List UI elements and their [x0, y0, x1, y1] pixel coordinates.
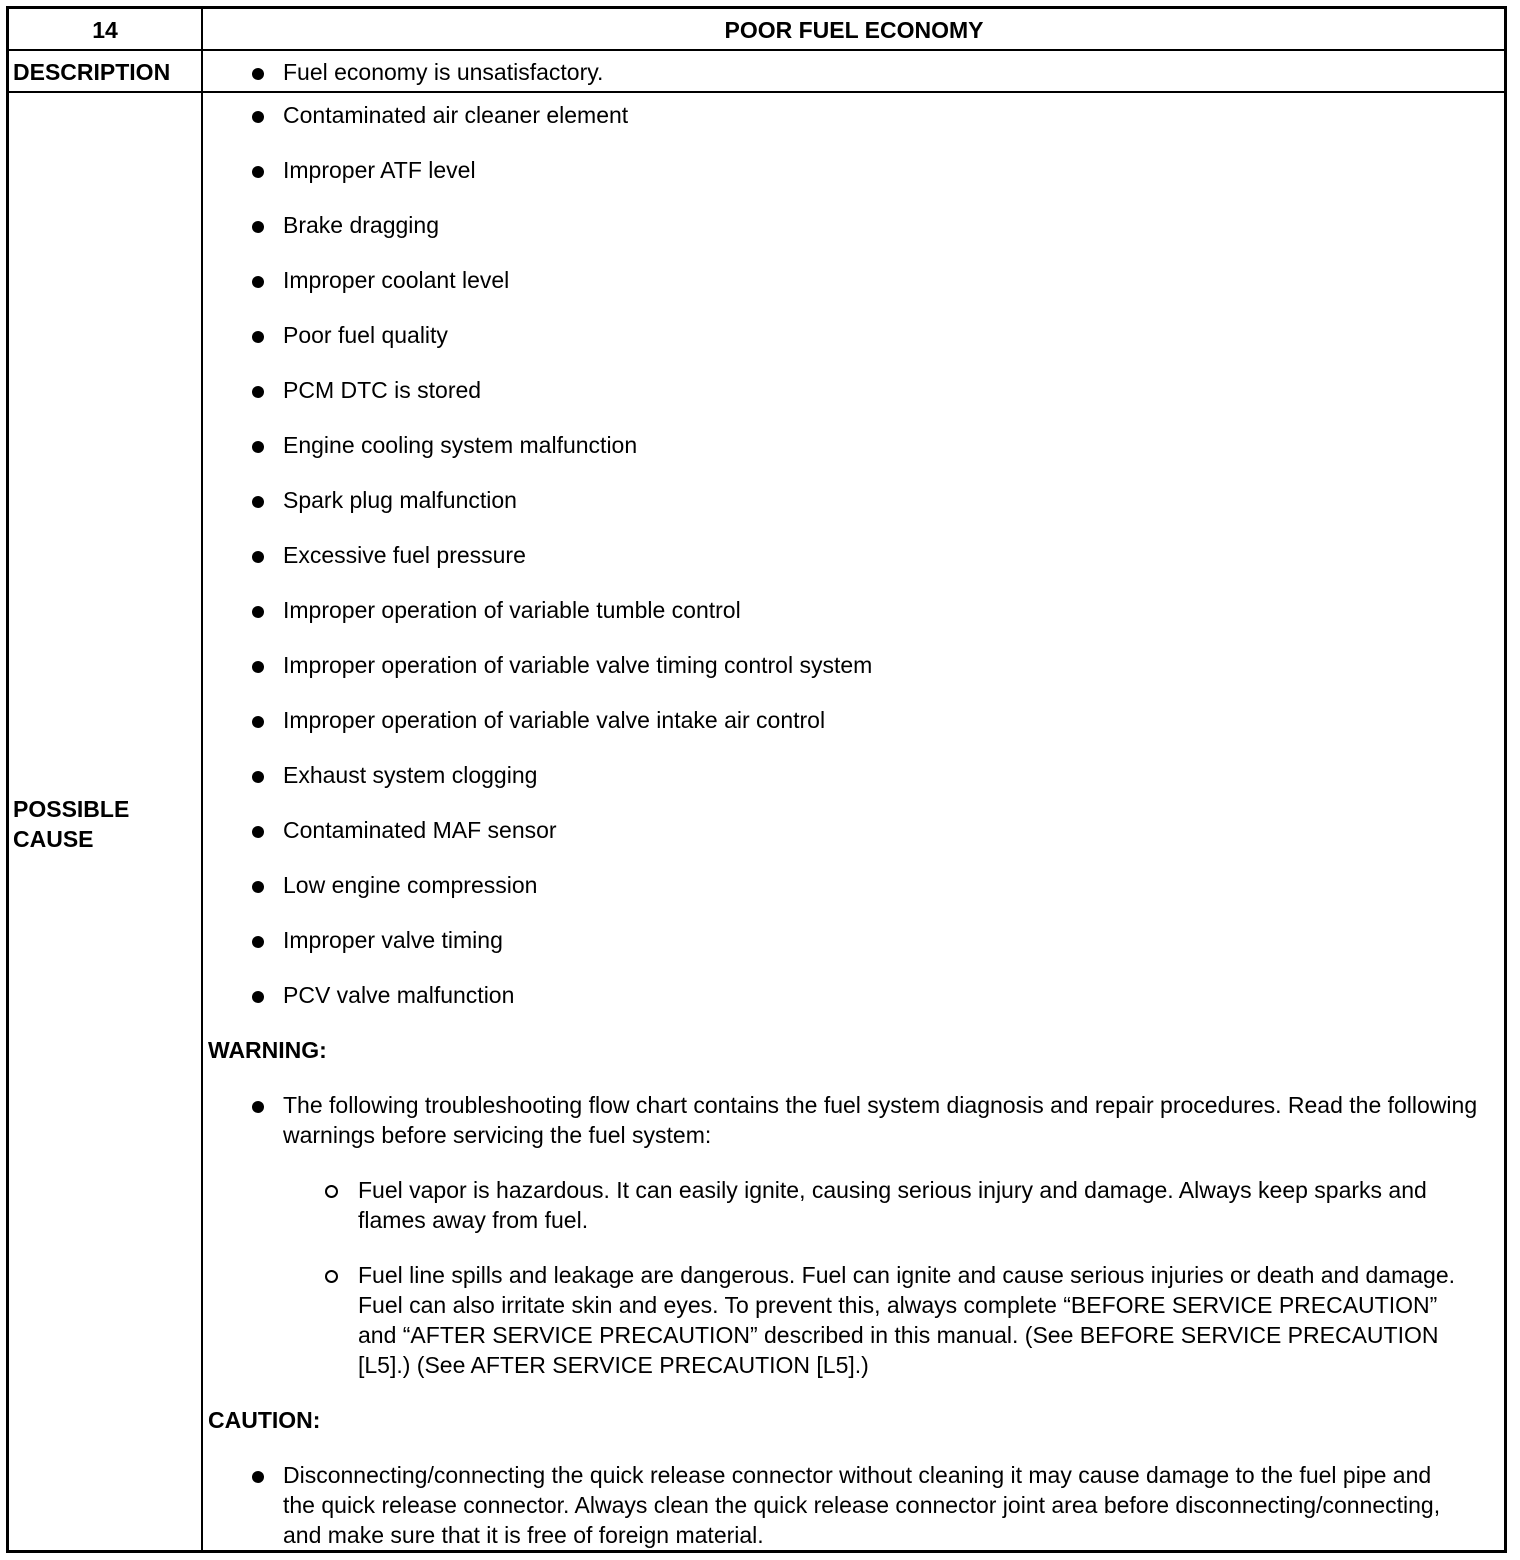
- description-text: Fuel economy is unsatisfactory.: [283, 59, 604, 85]
- troubleshooting-table: [6, 6, 1507, 1553]
- bullet-icon: [252, 936, 264, 948]
- column-divider: [201, 9, 203, 1550]
- possible-cause-label: POSSIBLE CAUSE: [13, 796, 130, 852]
- bullet-icon: [252, 1471, 264, 1483]
- description-label: DESCRIPTION: [13, 59, 171, 85]
- row-divider: [9, 49, 1504, 51]
- bullet-icon: [252, 111, 264, 123]
- bullet-icon: [252, 386, 264, 398]
- warning-item: Fuel line spills and leakage are dangerous. Fuel can ignite and cause serious injuries or death and damage. Fuel can also irritate skin and eyes. To prevent this, always complete “BEFORE SERVICE PRECAUTION” and “AFTER SERVICE PRECAUTION” described in this manual. (See BEFORE SERVICE PRECAUTION [L5].) (See AFTER SERVICE PRECAUTION [L5].): [358, 1262, 1456, 1378]
- possible-cause-item: Engine cooling system malfunction: [283, 432, 638, 458]
- caution-label: CAUTION:: [208, 1407, 321, 1433]
- possible-cause-item: Improper operation of variable tumble control: [283, 597, 741, 623]
- possible-cause-item: Brake dragging: [283, 212, 439, 238]
- possible-cause-item: Improper operation of variable valve timing control system: [283, 652, 873, 678]
- bullet-icon: [252, 221, 264, 233]
- bullet-icon: [252, 166, 264, 178]
- bullet-icon: [252, 771, 264, 783]
- possible-cause-item: Contaminated air cleaner element: [283, 102, 629, 128]
- bullet-icon: [252, 276, 264, 288]
- bullet-icon: [252, 331, 264, 343]
- possible-cause-item: Contaminated MAF sensor: [283, 817, 557, 843]
- possible-cause-item: PCM DTC is stored: [283, 377, 482, 403]
- bullet-icon: [252, 716, 264, 728]
- bullet-icon: [252, 551, 264, 563]
- possible-cause-item: Improper operation of variable valve intake air control: [283, 707, 826, 733]
- bullet-icon: [252, 661, 264, 673]
- warning-item: Fuel vapor is hazardous. It can easily ignite, causing serious injury and damage. Always keep sparks and flames away from fuel.: [358, 1177, 1427, 1233]
- possible-cause-item: Spark plug malfunction: [283, 487, 517, 513]
- bullet-icon: [252, 496, 264, 508]
- troubleshooting-number: 14: [92, 17, 118, 43]
- possible-cause-item: Improper coolant level: [283, 267, 510, 293]
- caution-text: Disconnecting/connecting the quick release connector without cleaning it may cause damage to the fuel pipe and the quick release connector. Always clean the quick release connector joint area before disconnecting/connecting, and make sure that it is free of foreign material.: [283, 1462, 1441, 1548]
- warning-label: WARNING:: [208, 1037, 327, 1063]
- possible-cause-item: Poor fuel quality: [283, 322, 448, 348]
- possible-cause-item: Excessive fuel pressure: [283, 542, 526, 568]
- bullet-icon: [252, 68, 264, 80]
- page-title: POOR FUEL ECONOMY: [724, 17, 984, 43]
- sub-bullet-icon: [325, 1270, 338, 1283]
- warning-intro: The following troubleshooting flow chart contains the fuel system diagnosis and repair procedures. Read the following warnings before servicing the fuel system:: [283, 1092, 1478, 1148]
- sub-bullet-icon: [325, 1185, 338, 1198]
- bullet-icon: [252, 441, 264, 453]
- possible-cause-item: Improper valve timing: [283, 927, 503, 953]
- possible-cause-item: PCV valve malfunction: [283, 982, 515, 1008]
- possible-cause-item: Improper ATF level: [283, 157, 476, 183]
- bullet-icon: [252, 826, 264, 838]
- row-divider: [9, 91, 1504, 93]
- possible-cause-item: Exhaust system clogging: [283, 762, 538, 788]
- bullet-icon: [252, 881, 264, 893]
- bullet-icon: [252, 606, 264, 618]
- possible-cause-item: Low engine compression: [283, 872, 538, 898]
- bullet-icon: [252, 991, 264, 1003]
- bullet-icon: [252, 1101, 264, 1113]
